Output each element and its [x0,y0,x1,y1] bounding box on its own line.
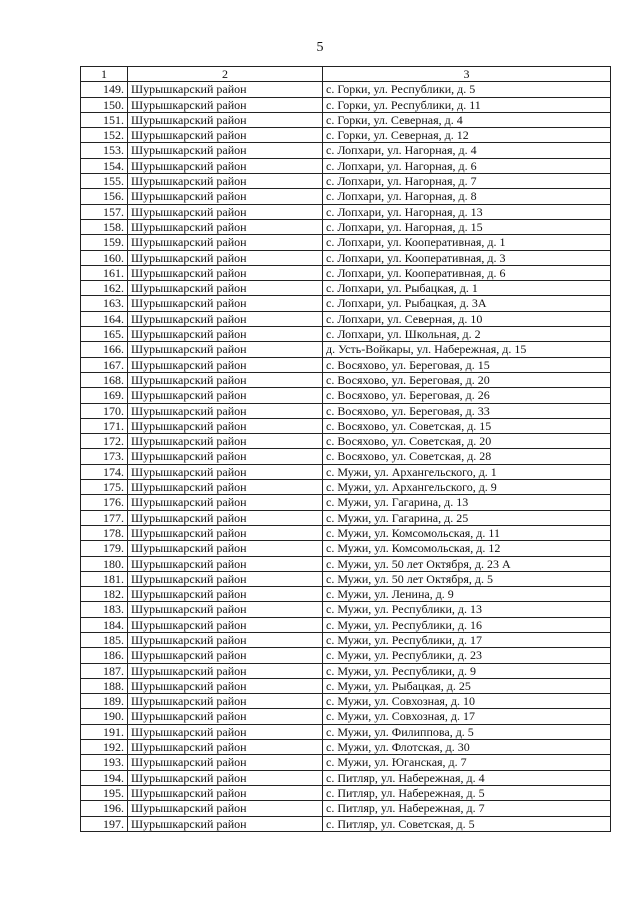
row-address: с. Восяхово, ул. Береговая, д. 20 [323,372,611,387]
row-number: 186. [81,648,128,663]
row-number: 195. [81,785,128,800]
row-address: с. Мужи, ул. Гагарина, д. 13 [323,495,611,510]
row-address: с. Лопхари, ул. Нагорная, д. 4 [323,143,611,158]
row-address: с. Восяхово, ул. Советская, д. 28 [323,449,611,464]
row-district: Шурышкарский район [128,82,323,97]
row-address: с. Мужи, ул. Ленина, д. 9 [323,587,611,602]
row-district: Шурышкарский район [128,388,323,403]
row-district: Шурышкарский район [128,663,323,678]
row-address: с. Мужи, ул. Комсомольская, д. 11 [323,525,611,540]
table-header-row [81,67,611,82]
table-row [81,449,611,464]
row-number: 172. [81,434,128,449]
row-number: 194. [81,770,128,785]
row-district: Шурышкарский район [128,617,323,632]
row-number: 150. [81,97,128,112]
row-number: 165. [81,327,128,342]
table-row [81,372,611,387]
table-row [81,250,611,265]
row-number: 162. [81,281,128,296]
row-address: с. Питляр, ул. Набережная, д. 5 [323,785,611,800]
row-district: Шурышкарский район [128,709,323,724]
row-district: Шурышкарский район [128,174,323,189]
row-number: 187. [81,663,128,678]
row-number: 158. [81,219,128,234]
table-row [81,204,611,219]
table-row [81,128,611,143]
table-row [81,158,611,173]
row-address: с. Мужи, ул. Флотская, д. 30 [323,740,611,755]
row-number: 160. [81,250,128,265]
row-number: 174. [81,464,128,479]
row-address: с. Восяхово, ул. Береговая, д. 33 [323,403,611,418]
row-number: 153. [81,143,128,158]
row-district: Шурышкарский район [128,740,323,755]
row-district: Шурышкарский район [128,770,323,785]
row-district: Шурышкарский район [128,158,323,173]
table-row [81,510,611,525]
row-address: с. Лопхари, ул. Нагорная, д. 8 [323,189,611,204]
row-district: Шурышкарский район [128,235,323,250]
row-address: с. Восяхово, ул. Береговая, д. 15 [323,357,611,372]
row-district: Шурышкарский район [128,525,323,540]
table-row [81,602,611,617]
table-row [81,571,611,586]
table-row [81,617,611,632]
row-address: с. Мужи, ул. Комсомольская, д. 12 [323,541,611,556]
row-address: с. Мужи, ул. Юганская, д. 7 [323,755,611,770]
row-district: Шурышкарский район [128,495,323,510]
row-number: 155. [81,174,128,189]
table-row [81,724,611,739]
row-district: Шурышкарский район [128,311,323,326]
table-row [81,525,611,540]
row-district: Шурышкарский район [128,434,323,449]
row-number: 192. [81,740,128,755]
table-row [81,495,611,510]
table-row [81,816,611,831]
table-row [81,143,611,158]
row-number: 197. [81,816,128,831]
row-address: с. Лопхари, ул. Кооперативная, д. 1 [323,235,611,250]
row-address: с. Горки, ул. Северная, д. 12 [323,128,611,143]
table-row [81,97,611,112]
row-number: 151. [81,112,128,127]
row-address: с. Восяхово, ул. Береговая, д. 26 [323,388,611,403]
table-row [81,541,611,556]
row-number: 189. [81,694,128,709]
row-district: Шурышкарский район [128,464,323,479]
row-address: с. Мужи, ул. Республики, д. 13 [323,602,611,617]
table-row [81,296,611,311]
table-row [81,219,611,234]
row-address: с. Лопхари, ул. Нагорная, д. 15 [323,219,611,234]
row-district: Шурышкарский район [128,449,323,464]
row-district: Шурышкарский район [128,694,323,709]
row-address: с. Мужи, ул. Совхозная, д. 17 [323,709,611,724]
row-district: Шурышкарский район [128,204,323,219]
table-row [81,357,611,372]
row-district: Шурышкарский район [128,724,323,739]
table-row [81,678,611,693]
row-address: с. Мужи, ул. Рыбацкая, д. 25 [323,678,611,693]
page-number: 5 [316,40,324,55]
row-address: с. Мужи, ул. Республики, д. 9 [323,663,611,678]
row-number: 180. [81,556,128,571]
table-row [81,755,611,770]
row-number: 161. [81,265,128,280]
row-address: с. Питляр, ул. Набережная, д. 4 [323,770,611,785]
row-address: с. Мужи, ул. Архангельского, д. 1 [323,464,611,479]
row-number: 157. [81,204,128,219]
table-row [81,434,611,449]
row-address: с. Мужи, ул. Филиппова, д. 5 [323,724,611,739]
table-row [81,265,611,280]
table-row [81,189,611,204]
row-address: с. Мужи, ул. Совхозная, д. 10 [323,694,611,709]
row-district: Шурышкарский район [128,296,323,311]
row-address: с. Мужи, ул. Гагарина, д. 25 [323,510,611,525]
row-address: с. Горки, ул. Республики, д. 11 [323,97,611,112]
row-address: с. Мужи, ул. Архангельского, д. 9 [323,480,611,495]
table-row [81,632,611,647]
table-row [81,235,611,250]
row-address: с. Питляр, ул. Набережная, д. 7 [323,801,611,816]
row-address: с. Лопхари, ул. Северная, д. 10 [323,311,611,326]
table-row [81,694,611,709]
row-number: 177. [81,510,128,525]
table-row [81,112,611,127]
table-row [81,281,611,296]
table-row [81,480,611,495]
row-district: Шурышкарский район [128,801,323,816]
row-number: 179. [81,541,128,556]
table-row [81,418,611,433]
row-district: Шурышкарский район [128,480,323,495]
table-row [81,311,611,326]
row-district: Шурышкарский район [128,541,323,556]
row-number: 190. [81,709,128,724]
row-number: 175. [81,480,128,495]
row-district: Шурышкарский район [128,418,323,433]
row-number: 168. [81,372,128,387]
row-district: Шурышкарский район [128,327,323,342]
row-district: Шурышкарский район [128,112,323,127]
row-number: 193. [81,755,128,770]
row-address: с. Восяхово, ул. Советская, д. 20 [323,434,611,449]
row-address: с. Лопхари, ул. Рыбацкая, д. 3А [323,296,611,311]
row-address: с. Мужи, ул. 50 лет Октября, д. 5 [323,571,611,586]
row-district: Шурышкарский район [128,372,323,387]
row-address: с. Горки, ул. Северная, д. 4 [323,112,611,127]
row-address: с. Лопхари, ул. Кооперативная, д. 6 [323,265,611,280]
row-district: Шурышкарский район [128,281,323,296]
row-number: 191. [81,724,128,739]
table-row [81,388,611,403]
row-number: 167. [81,357,128,372]
row-district: Шурышкарский район [128,648,323,663]
row-district: Шурышкарский район [128,219,323,234]
row-address: с. Лопхари, ул. Школьная, д. 2 [323,327,611,342]
row-address: с. Мужи, ул. Республики, д. 16 [323,617,611,632]
row-district: Шурышкарский район [128,189,323,204]
row-address: с. Лопхари, ул. Кооперативная, д. 3 [323,250,611,265]
row-district: Шурышкарский район [128,250,323,265]
row-address: с. Лопхари, ул. Рыбацкая, д. 1 [323,281,611,296]
row-district: Шурышкарский район [128,265,323,280]
row-district: Шурышкарский район [128,571,323,586]
row-address: с. Мужи, ул. 50 лет Октября, д. 23 А [323,556,611,571]
table-row [81,740,611,755]
row-district: Шурышкарский район [128,678,323,693]
address-table [80,66,611,832]
table-row [81,342,611,357]
row-address: с. Восяхово, ул. Советская, д. 15 [323,418,611,433]
row-district: Шурышкарский район [128,587,323,602]
row-number: 181. [81,571,128,586]
row-address: с. Питляр, ул. Советская, д. 5 [323,816,611,831]
row-address: с. Лопхари, ул. Нагорная, д. 7 [323,174,611,189]
row-district: Шурышкарский район [128,816,323,831]
table-row [81,464,611,479]
table-row [81,174,611,189]
row-district: Шурышкарский район [128,785,323,800]
row-district: Шурышкарский район [128,143,323,158]
table-row [81,648,611,663]
table-row [81,785,611,800]
row-address: с. Лопхари, ул. Нагорная, д. 6 [323,158,611,173]
row-number: 196. [81,801,128,816]
table-row [81,663,611,678]
row-number: 188. [81,678,128,693]
row-number: 164. [81,311,128,326]
column-header-2: 2 [128,67,323,82]
table-row [81,556,611,571]
row-district: Шурышкарский район [128,357,323,372]
row-number: 154. [81,158,128,173]
row-number: 182. [81,587,128,602]
row-address: с. Мужи, ул. Республики, д. 23 [323,648,611,663]
row-number: 170. [81,403,128,418]
row-number: 184. [81,617,128,632]
table-row [81,327,611,342]
row-district: Шурышкарский район [128,342,323,357]
column-header-1: 1 [81,67,128,82]
table-row [81,403,611,418]
row-district: Шурышкарский район [128,556,323,571]
row-number: 171. [81,418,128,433]
row-number: 159. [81,235,128,250]
row-district: Шурышкарский район [128,97,323,112]
row-district: Шурышкарский район [128,755,323,770]
row-number: 169. [81,388,128,403]
row-district: Шурышкарский район [128,403,323,418]
column-header-3: 3 [323,67,611,82]
row-address: с. Горки, ул. Республики, д. 5 [323,82,611,97]
table-row [81,801,611,816]
row-district: Шурышкарский район [128,128,323,143]
row-district: Шурышкарский район [128,632,323,647]
row-number: 176. [81,495,128,510]
row-number: 156. [81,189,128,204]
table-row [81,587,611,602]
table-row [81,770,611,785]
row-address: с. Лопхари, ул. Нагорная, д. 13 [323,204,611,219]
row-number: 173. [81,449,128,464]
row-number: 183. [81,602,128,617]
row-number: 185. [81,632,128,647]
row-number: 149. [81,82,128,97]
row-address: д. Усть-Войкары, ул. Набережная, д. 15 [323,342,611,357]
row-number: 163. [81,296,128,311]
row-address: с. Мужи, ул. Республики, д. 17 [323,632,611,647]
row-district: Шурышкарский район [128,510,323,525]
row-district: Шурышкарский район [128,602,323,617]
table-row [81,82,611,97]
row-number: 166. [81,342,128,357]
row-number: 178. [81,525,128,540]
row-number: 152. [81,128,128,143]
table-row [81,709,611,724]
